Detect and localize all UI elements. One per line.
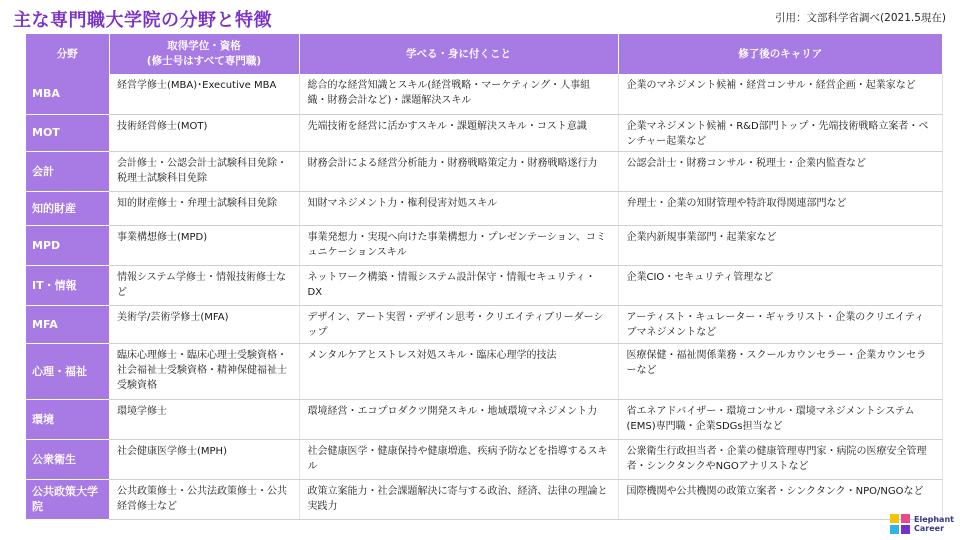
- career-cell: 公衆衛生行政担当者・企業の健康管理専門家・病院の医療安全管理者・シンクタンクやNGOアナリストなど: [618, 439, 942, 479]
- logo-text-line2: Career: [914, 524, 945, 533]
- logo-text-line1: Elephant: [914, 515, 954, 524]
- elephant-career-logo: [890, 514, 954, 534]
- degree-cell: 事業構想修士(MPD): [109, 225, 299, 265]
- career-cell: 省エネアドバイザー・環境コンサル・環境マネジメントシステム(EMS)専門職・企業SDGs担当など: [618, 399, 942, 439]
- degree-cell: 経営学修士(MBA)･Executive MBA: [109, 74, 299, 114]
- table-row: [26, 439, 942, 479]
- skills-cell: メンタルケアとストレス対処スキル・臨床心理学的技法: [299, 343, 618, 399]
- field-cell: 環境: [26, 399, 109, 439]
- column-header-career: 修了後のキャリア: [618, 34, 942, 74]
- elephant-logo-icon: [890, 514, 910, 534]
- field-cell: 心理・福祉: [26, 343, 109, 399]
- skills-cell: ネットワーク構築・情報システム設計保守・情報セキュリティ・DX: [299, 265, 618, 305]
- field-cell: 知的財産: [26, 191, 109, 225]
- page-title: 主な専門職大学院の分野と特徴: [13, 10, 272, 31]
- degree-cell: 知的財産修士・弁理士試験科目免除: [109, 191, 299, 225]
- table-row: [26, 114, 942, 151]
- degree-cell: 公共政策修士・公共法政策修士・公共経営修士など: [109, 479, 299, 519]
- field-cell: 会計: [26, 151, 109, 191]
- skills-cell: 知財マネジメント力・権利侵害対処スキル: [299, 191, 618, 225]
- skills-cell: デザイン、アート実習・デザイン思考・クリエイティブリーダーシップ: [299, 305, 618, 343]
- source-citation: 引用：文部科学省調べ(2021.5現在): [775, 12, 946, 24]
- degree-cell: 環境学修士: [109, 399, 299, 439]
- table-row: [26, 265, 942, 305]
- table-row: [26, 151, 942, 191]
- field-cell: MFA: [26, 305, 109, 343]
- table-row: [26, 399, 942, 439]
- skills-cell: 先端技術を経営に活かすスキル・課題解決スキル・コスト意識: [299, 114, 618, 151]
- table-row: [26, 343, 942, 399]
- table-row: [26, 225, 942, 265]
- field-cell: MPD: [26, 225, 109, 265]
- field-cell: MBA: [26, 74, 109, 114]
- table-row: [26, 191, 942, 225]
- table-row: [26, 305, 942, 343]
- field-cell: IT・情報: [26, 265, 109, 305]
- skills-cell: 事業発想力・実現へ向けた事業構想力・プレゼンテーション、コミュニケーションスキル: [299, 225, 618, 265]
- skills-cell: 財務会計による経営分析能力・財務戦略策定力・財務戦略遂行力: [299, 151, 618, 191]
- table-row: [26, 74, 942, 114]
- career-cell: アーティスト・キュレーター・ギャラリスト・企業のクリエイティブマネジメントなど: [618, 305, 942, 343]
- column-header-field: 分野: [26, 34, 109, 74]
- column-header-degree: 取得学位・資格 (修士号はすべて専門職): [109, 34, 299, 74]
- career-cell: 国際機関や公共機関の政策立案者・シンクタンク・NPO/NGOなど: [618, 479, 942, 519]
- table-row: [26, 479, 942, 519]
- career-cell: 医療保健・福祉関係業務・スクールカウンセラー・企業カウンセラーなど: [618, 343, 942, 399]
- career-cell: 公認会計士・財務コンサル・税理士・企業内監査など: [618, 151, 942, 191]
- career-cell: 企業のマネジメント候補・経営コンサル・経営企画・起業家など: [618, 74, 942, 114]
- field-cell: MOT: [26, 114, 109, 151]
- degree-cell: 臨床心理修士・臨床心理士受験資格・社会福祉士受験資格・精神保健福祉士受験資格: [109, 343, 299, 399]
- skills-cell: 政策立案能力・社会課題解決に寄与する政治、経済、法律の理論と実践力: [299, 479, 618, 519]
- career-cell: 企業マネジメント候補・R&D部門トップ・先端技術戦略立案者・ベンチャー起業など: [618, 114, 942, 151]
- column-header-skills: 学べる・身に付くこと: [299, 34, 618, 74]
- field-cell: 公衆衛生: [26, 439, 109, 479]
- field-cell: 公共政策大学院: [26, 479, 109, 519]
- table-header-row: [26, 34, 942, 74]
- degree-cell: 社会健康医学修士(MPH): [109, 439, 299, 479]
- degree-cell: 美術学/芸術学修士(MFA): [109, 305, 299, 343]
- career-cell: 企業内新規事業部門・起業家など: [618, 225, 942, 265]
- skills-cell: 社会健康医学・健康保持や健康増進、疾病予防などを指導するスキル: [299, 439, 618, 479]
- career-cell: 企業CIO・セキュリティ管理など: [618, 265, 942, 305]
- degree-cell: 情報システム学修士・情報技術修士など: [109, 265, 299, 305]
- skills-cell: 環境経営・エコプロダクツ開発スキル・地域環境マネジメント力: [299, 399, 618, 439]
- skills-cell: 総合的な経営知識とスキル(経営戦略・マーケティング・人事組織・財務会計など)・課題解決スキル: [299, 74, 618, 114]
- career-cell: 弁理士・企業の知財管理や特許取得関連部門など: [618, 191, 942, 225]
- degree-cell: 技術経営修士(MOT): [109, 114, 299, 151]
- degree-cell: 会計修士・公認会計士試験科目免除・税理士試験科目免除: [109, 151, 299, 191]
- fields-table: [26, 34, 943, 520]
